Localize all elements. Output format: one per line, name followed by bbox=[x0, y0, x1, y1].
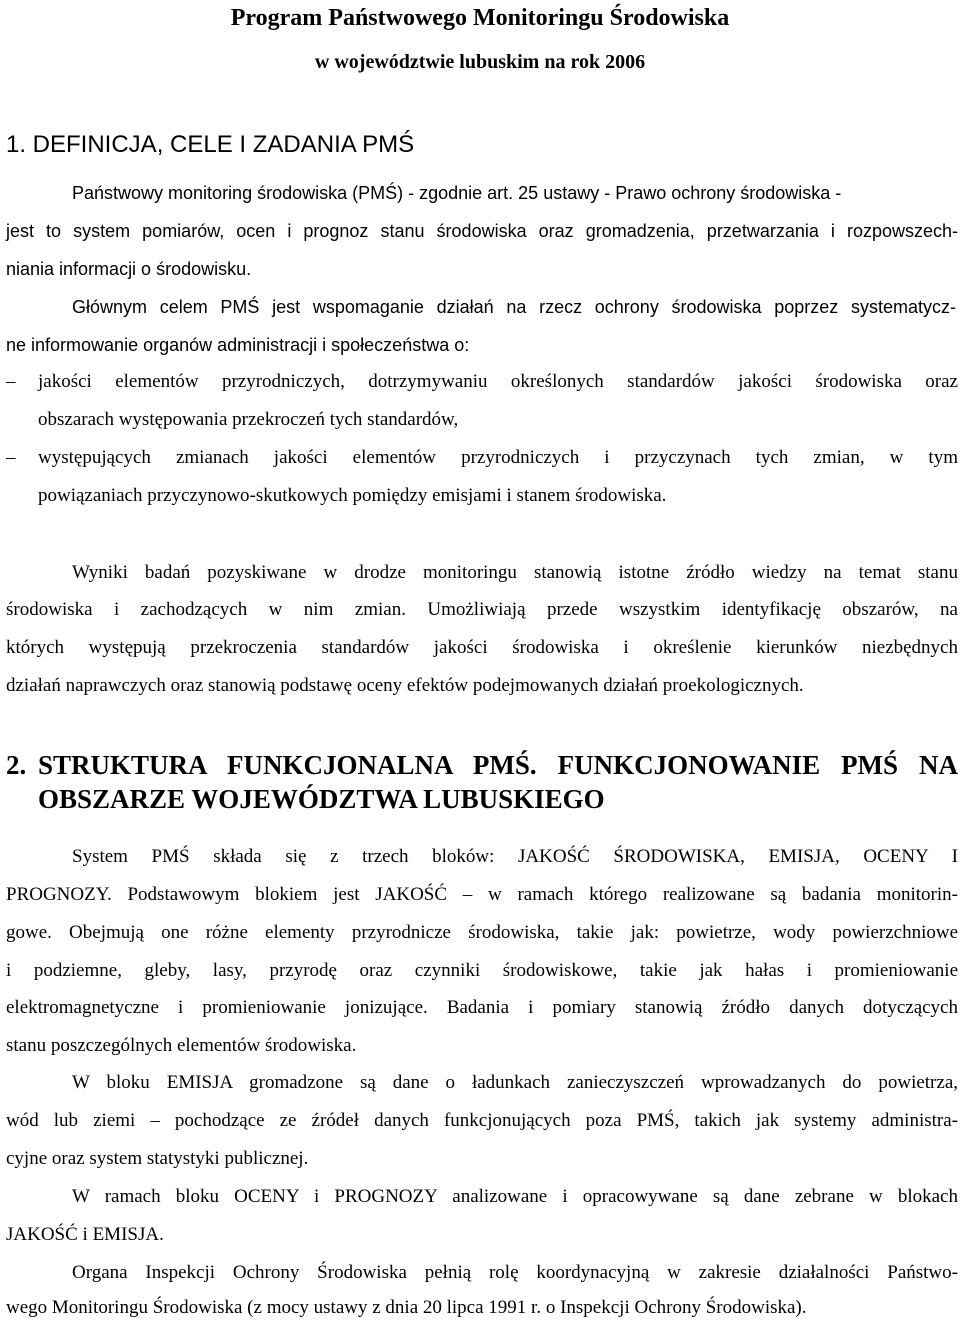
paragraph-line: wód lub ziemi – pochodzące ze źródeł danych funkcjonujących poza PMŚ, takich jak systemy administra- bbox=[6, 1110, 958, 1131]
bullet-line: jakości elementów przyrodniczych, dotrzymywaniu określonych standardów jakości środowiska oraz bbox=[38, 371, 958, 392]
paragraph-line: gowe. Obejmują one różne elementy przyrodnicze środowiska, takie jak: powietrze, wody powierzchniowe bbox=[6, 922, 958, 943]
section-2-number: 2. bbox=[6, 750, 27, 780]
document-subtitle: w województwie lubuskim na rok 2006 bbox=[314, 51, 646, 73]
bullet-line: obszarach występowania przekroczeń tych standardów, bbox=[38, 409, 459, 430]
paragraph-line: jest to system pomiarów, ocen i prognoz stanu środowiska oraz gromadzenia, przetwarzania i rozpowszech- bbox=[6, 221, 958, 241]
section-2-heading-line-2: OBSZARZE WOJEWÓDZTWA LUBUSKIEGO bbox=[38, 784, 605, 814]
section-2-heading: STRUKTURA FUNKCJONALNA PMŚ. FUNKCJONOWANIE PMŚ NA bbox=[38, 750, 958, 780]
paragraph-line: PROGNOZY. Podstawowym blokiem jest JAKOŚĆ – w ramach którego realizowane są badania monitorin- bbox=[6, 884, 958, 905]
paragraph-line: niania informacji o środowisku. bbox=[6, 259, 252, 279]
bullet-marker: – bbox=[6, 447, 16, 468]
section-1-heading: 1. DEFINICJA, CELE I ZADANIA PMŚ bbox=[6, 131, 415, 158]
paragraph-line: i podziemne, gleby, lasy, przyrodę oraz czynniki środowiskowe, takie jak hałas i promieniowanie bbox=[6, 960, 958, 981]
paragraph-line: Państwowy monitoring środowiska (PMŚ) - zgodnie art. 25 ustawy - Prawo ochrony środowiska - bbox=[72, 183, 842, 203]
document-title: Program Państwowego Monitoringu Środowiska bbox=[230, 5, 730, 31]
paragraph-line: W bloku EMISJA gromadzone są dane o ładunkach zanieczyszczeń wprowadzanych do powietrza, bbox=[72, 1072, 958, 1093]
paragraph-line: System PMŚ składa się z trzech bloków: JAKOŚĆ ŚRODOWISKA, EMISJA, OCENY I bbox=[72, 846, 958, 867]
paragraph-line: wego Monitoringu Środowiska (z mocy ustawy z dnia 20 lipca 1991 r. o Inspekcji Ochrony Środowiska). bbox=[6, 1297, 807, 1318]
paragraph-line: stanu poszczególnych elementów środowiska. bbox=[6, 1035, 357, 1056]
paragraph-line: działań naprawczych oraz stanowią podstawę oceny efektów podejmowanych działań proekologicznych. bbox=[6, 675, 804, 696]
paragraph-line: W ramach bloku OCENY i PROGNOZY analizowane i opracowywane są dane zebrane w blokach bbox=[72, 1186, 958, 1207]
paragraph-line: których występują przekroczenia standardów jakości środowiska i określenie kierunków niezbędnych bbox=[6, 637, 958, 658]
bullet-marker: – bbox=[6, 371, 16, 392]
paragraph-line: JAKOŚĆ i EMISJA. bbox=[6, 1224, 164, 1245]
paragraph-line: Organa Inspekcji Ochrony Środowiska pełnią rolę koordynacyjną w zakresie działalności Państwo- bbox=[72, 1262, 958, 1283]
bullet-line: powiązaniach przyczynowo-skutkowych pomiędzy emisjami i stanem środowiska. bbox=[38, 485, 667, 506]
paragraph-line: cyjne oraz system statystyki publicznej. bbox=[6, 1148, 309, 1169]
paragraph-line: ne informowanie organów administracji i społeczeństwa o: bbox=[6, 335, 470, 355]
paragraph-line: Głównym celem PMŚ jest wspomaganie działań na rzecz ochrony środowiska poprzez systematycz- bbox=[72, 297, 956, 317]
paragraph-line: Wyniki badań pozyskiwane w drodze monitoringu stanowią istotne źródło wiedzy na temat stanu bbox=[72, 562, 958, 583]
paragraph-line: elektromagnetyczne i promieniowanie jonizujące. Badania i pomiary stanowią źródło danych dotyczących bbox=[6, 997, 958, 1018]
bullet-line: występujących zmianach jakości elementów przyrodniczych i przyczynach tych zmian, w tym bbox=[38, 447, 958, 468]
paragraph-line: środowiska i zachodzących w nim zmian. Umożliwiają przede wszystkim identyfikację obszarów, na bbox=[6, 599, 958, 620]
